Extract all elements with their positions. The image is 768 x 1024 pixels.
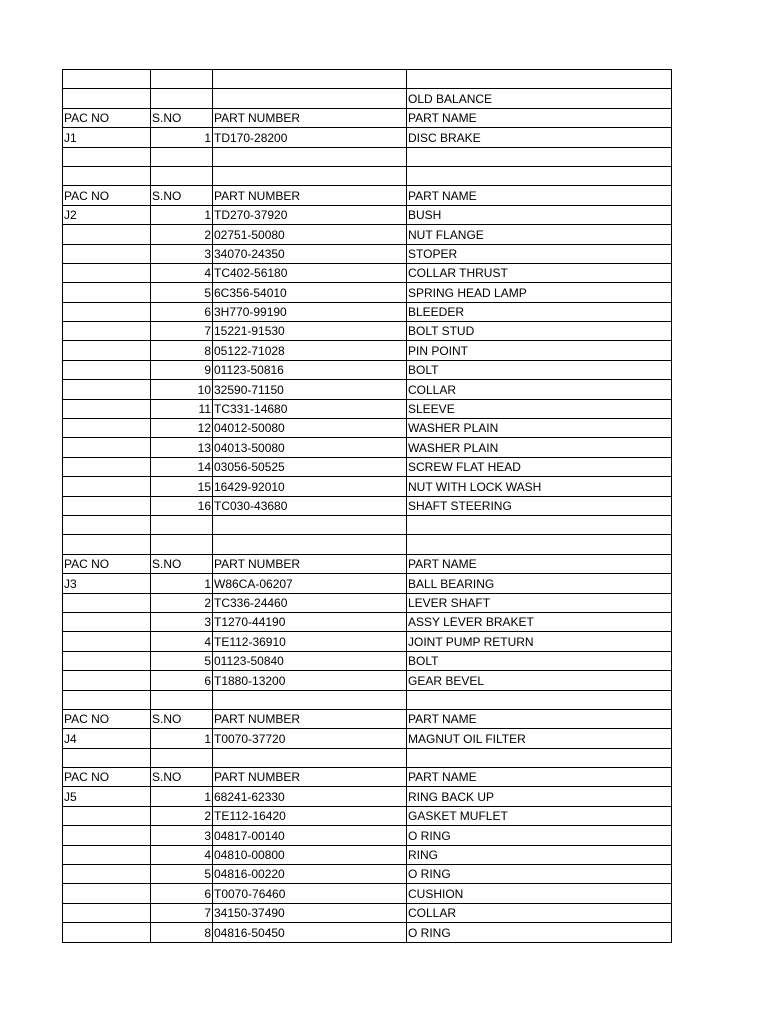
sno-cell[interactable]: 5	[151, 651, 213, 670]
part-number-cell[interactable]: T0070-37720	[213, 729, 407, 748]
sno-cell[interactable]: S.NO	[151, 554, 213, 573]
sno-cell[interactable]: 6	[151, 671, 213, 690]
part-number-cell[interactable]: 32590-71150	[213, 380, 407, 399]
sno-cell[interactable]	[151, 89, 213, 108]
part-number-cell[interactable]: 04816-00220	[213, 865, 407, 884]
table-row	[63, 923, 672, 942]
table-row	[63, 89, 672, 108]
pac-no-cell[interactable]	[63, 302, 151, 321]
part-name-cell[interactable]: NUT WITH LOCK WASH	[407, 477, 672, 496]
part-number-cell[interactable]: 01123-50816	[213, 360, 407, 379]
part-name-cell[interactable]: SLEEVE	[407, 399, 672, 418]
pac-no-cell[interactable]	[63, 360, 151, 379]
table-row	[63, 768, 672, 787]
sno-cell[interactable]	[151, 70, 213, 89]
part-number-cell[interactable]	[213, 70, 407, 89]
sno-cell[interactable]: 2	[151, 593, 213, 612]
part-name-cell[interactable]: RING BACK UP	[407, 787, 672, 806]
part-number-cell[interactable]: TE112-16420	[213, 806, 407, 825]
part-name-cell[interactable]: O RING	[407, 826, 672, 845]
table-row	[63, 205, 672, 224]
part-number-cell[interactable]	[213, 147, 407, 166]
sno-cell[interactable]: S.NO	[151, 768, 213, 787]
sno-cell[interactable]: 6	[151, 302, 213, 321]
sno-cell[interactable]: 3	[151, 612, 213, 631]
pac-no-cell[interactable]	[63, 535, 151, 554]
part-name-cell[interactable]: MAGNUT OIL FILTER	[407, 729, 672, 748]
part-name-cell[interactable]: COLLAR THRUST	[407, 263, 672, 282]
sno-cell[interactable]	[151, 515, 213, 534]
part-name-cell[interactable]: WASHER PLAIN	[407, 438, 672, 457]
sno-cell[interactable]: 10	[151, 380, 213, 399]
table-row	[63, 651, 672, 670]
table-row	[63, 709, 672, 728]
table-row	[63, 671, 672, 690]
sno-cell[interactable]: 1	[151, 128, 213, 147]
part-number-cell[interactable]: PART NUMBER	[213, 768, 407, 787]
sno-cell[interactable]: 13	[151, 438, 213, 457]
part-name-cell[interactable]	[407, 70, 672, 89]
part-number-cell[interactable]: PART NUMBER	[213, 186, 407, 205]
part-name-cell[interactable]: BUSH	[407, 205, 672, 224]
part-name-cell[interactable]: OLD BALANCE	[407, 89, 672, 108]
part-name-cell[interactable]	[407, 515, 672, 534]
sno-cell[interactable]	[151, 535, 213, 554]
table-row	[63, 341, 672, 360]
part-number-cell[interactable]: T0070-76460	[213, 884, 407, 903]
pac-no-cell[interactable]: J1	[63, 128, 151, 147]
part-name-cell[interactable]: ASSY LEVER BRAKET	[407, 612, 672, 631]
part-name-cell[interactable]: DISC BRAKE	[407, 128, 672, 147]
table-row	[63, 574, 672, 593]
part-name-cell[interactable]	[407, 166, 672, 185]
part-number-cell[interactable]	[213, 166, 407, 185]
table-row	[63, 612, 672, 631]
part-number-cell[interactable]: 6C356-54010	[213, 283, 407, 302]
sno-cell[interactable]	[151, 147, 213, 166]
part-number-cell[interactable]	[213, 89, 407, 108]
pac-no-cell[interactable]	[63, 496, 151, 515]
pac-no-cell[interactable]	[63, 690, 151, 709]
table-row	[63, 147, 672, 166]
sno-cell[interactable]: 1	[151, 729, 213, 748]
table-row	[63, 729, 672, 748]
pac-no-cell[interactable]: PAC NO	[63, 709, 151, 728]
pac-no-cell[interactable]	[63, 380, 151, 399]
part-name-cell[interactable]: PIN POINT	[407, 341, 672, 360]
pac-no-cell[interactable]: J5	[63, 787, 151, 806]
sno-cell[interactable]: 4	[151, 632, 213, 651]
pac-no-cell[interactable]	[63, 263, 151, 282]
part-number-cell[interactable]: 04012-50080	[213, 419, 407, 438]
sno-cell[interactable]: 3	[151, 826, 213, 845]
part-number-cell[interactable]: T1270-44190	[213, 612, 407, 631]
sno-cell[interactable]: 3	[151, 244, 213, 263]
part-name-cell[interactable]: PART NAME	[407, 709, 672, 728]
sno-cell[interactable]: 8	[151, 341, 213, 360]
part-number-cell[interactable]	[213, 535, 407, 554]
sno-cell[interactable]: S.NO	[151, 186, 213, 205]
sno-cell[interactable]: 8	[151, 923, 213, 942]
table-row	[63, 554, 672, 573]
pac-no-cell[interactable]	[63, 865, 151, 884]
pac-no-cell[interactable]	[63, 903, 151, 922]
part-number-cell[interactable]: 05122-71028	[213, 341, 407, 360]
part-number-cell[interactable]: 34150-37490	[213, 903, 407, 922]
sno-cell[interactable]: 7	[151, 903, 213, 922]
part-number-cell[interactable]: 04816-50450	[213, 923, 407, 942]
table-row	[63, 884, 672, 903]
part-name-cell[interactable]: BLEEDER	[407, 302, 672, 321]
pac-no-cell[interactable]	[63, 515, 151, 534]
pac-no-cell[interactable]: PAC NO	[63, 186, 151, 205]
sno-cell[interactable]	[151, 690, 213, 709]
sno-cell[interactable]: 1	[151, 787, 213, 806]
table-row	[63, 128, 672, 147]
sno-cell[interactable]: 4	[151, 845, 213, 864]
table-row	[63, 515, 672, 534]
pac-no-cell[interactable]	[63, 923, 151, 942]
part-name-cell[interactable]: BALL BEARING	[407, 574, 672, 593]
sno-cell[interactable]: 14	[151, 457, 213, 476]
part-number-cell[interactable]: 3H770-99190	[213, 302, 407, 321]
table-row	[63, 593, 672, 612]
part-number-cell[interactable]	[213, 515, 407, 534]
part-name-cell[interactable]: SCREW FLAT HEAD	[407, 457, 672, 476]
sno-cell[interactable]: 15	[151, 477, 213, 496]
part-number-cell[interactable]: 04013-50080	[213, 438, 407, 457]
table-row	[63, 865, 672, 884]
table-row	[63, 322, 672, 341]
parts-spreadsheet	[62, 69, 672, 943]
part-number-cell[interactable]: 16429-92010	[213, 477, 407, 496]
sno-cell[interactable]: 7	[151, 322, 213, 341]
sno-cell[interactable]: 11	[151, 399, 213, 418]
pac-no-cell[interactable]	[63, 651, 151, 670]
part-name-cell[interactable]: LEVER SHAFT	[407, 593, 672, 612]
table-row	[63, 108, 672, 127]
pac-no-cell[interactable]	[63, 593, 151, 612]
table-row	[63, 419, 672, 438]
part-name-cell[interactable]: NUT FLANGE	[407, 225, 672, 244]
table-row	[63, 283, 672, 302]
pac-no-cell[interactable]	[63, 826, 151, 845]
part-name-cell[interactable]: GEAR BEVEL	[407, 671, 672, 690]
sno-cell[interactable]: S.NO	[151, 108, 213, 127]
table-row	[63, 477, 672, 496]
pac-no-cell[interactable]	[63, 244, 151, 263]
table-row	[63, 457, 672, 476]
sno-cell[interactable]: 2	[151, 806, 213, 825]
part-number-cell[interactable]: 68241-62330	[213, 787, 407, 806]
pac-no-cell[interactable]	[63, 884, 151, 903]
table-row	[63, 535, 672, 554]
pac-no-cell[interactable]: J3	[63, 574, 151, 593]
pac-no-cell[interactable]: J4	[63, 729, 151, 748]
sno-cell[interactable]: 1	[151, 574, 213, 593]
sno-cell[interactable]: S.NO	[151, 709, 213, 728]
sno-cell[interactable]: 9	[151, 360, 213, 379]
pac-no-cell[interactable]	[63, 477, 151, 496]
part-name-cell[interactable]: COLLAR	[407, 380, 672, 399]
pac-no-cell[interactable]	[63, 283, 151, 302]
sno-cell[interactable]: 4	[151, 263, 213, 282]
pac-no-cell[interactable]	[63, 89, 151, 108]
table-row	[63, 244, 672, 263]
part-name-cell[interactable]: RING	[407, 845, 672, 864]
sno-cell[interactable]: 12	[151, 419, 213, 438]
table-row	[63, 845, 672, 864]
part-number-cell[interactable]: 34070-24350	[213, 244, 407, 263]
part-number-cell[interactable]: TC402-56180	[213, 263, 407, 282]
part-number-cell[interactable]: TC030-43680	[213, 496, 407, 515]
part-name-cell[interactable]: PART NAME	[407, 186, 672, 205]
pac-no-cell[interactable]	[63, 748, 151, 767]
pac-no-cell[interactable]: PAC NO	[63, 768, 151, 787]
part-number-cell[interactable]: 03056-50525	[213, 457, 407, 476]
part-number-cell[interactable]: TD270-37920	[213, 205, 407, 224]
part-name-cell[interactable]	[407, 690, 672, 709]
pac-no-cell[interactable]	[63, 612, 151, 631]
table-row	[63, 748, 672, 767]
part-name-cell[interactable]: STOPER	[407, 244, 672, 263]
pac-no-cell[interactable]: J2	[63, 205, 151, 224]
pac-no-cell[interactable]	[63, 341, 151, 360]
table-row	[63, 263, 672, 282]
part-number-cell[interactable]: TD170-28200	[213, 128, 407, 147]
pac-no-cell[interactable]	[63, 438, 151, 457]
part-number-cell[interactable]: TC331-14680	[213, 399, 407, 418]
part-name-cell[interactable]	[407, 748, 672, 767]
part-number-cell[interactable]: 04817-00140	[213, 826, 407, 845]
sheet-body	[63, 70, 672, 943]
table-row	[63, 806, 672, 825]
part-number-cell[interactable]	[213, 748, 407, 767]
part-number-cell[interactable]: PART NUMBER	[213, 709, 407, 728]
part-name-cell[interactable]: BOLT STUD	[407, 322, 672, 341]
pac-no-cell[interactable]: PAC NO	[63, 108, 151, 127]
table-row	[63, 690, 672, 709]
part-number-cell[interactable]: TC336-24460	[213, 593, 407, 612]
pac-no-cell[interactable]	[63, 147, 151, 166]
table-row	[63, 70, 672, 89]
sno-cell[interactable]	[151, 748, 213, 767]
table-row	[63, 302, 672, 321]
table-row	[63, 225, 672, 244]
pac-no-cell[interactable]	[63, 225, 151, 244]
part-number-cell[interactable]	[213, 690, 407, 709]
table-row	[63, 903, 672, 922]
part-number-cell[interactable]: 04810-00800	[213, 845, 407, 864]
sno-cell[interactable]: 2	[151, 225, 213, 244]
part-number-cell[interactable]: 01123-50840	[213, 651, 407, 670]
sno-cell[interactable]: 6	[151, 884, 213, 903]
part-name-cell[interactable]: SHAFT STEERING	[407, 496, 672, 515]
part-name-cell[interactable]: WASHER PLAIN	[407, 419, 672, 438]
sno-cell[interactable]	[151, 166, 213, 185]
part-number-cell[interactable]: W86CA-06207	[213, 574, 407, 593]
table-row	[63, 787, 672, 806]
table-row	[63, 438, 672, 457]
table-row	[63, 380, 672, 399]
table-row	[63, 826, 672, 845]
part-name-cell[interactable]: O RING	[407, 865, 672, 884]
sno-cell[interactable]: 16	[151, 496, 213, 515]
pac-no-cell[interactable]	[63, 845, 151, 864]
part-name-cell[interactable]: BOLT	[407, 360, 672, 379]
part-number-cell[interactable]: 02751-50080	[213, 225, 407, 244]
table-row	[63, 166, 672, 185]
part-name-cell[interactable]: BOLT	[407, 651, 672, 670]
pac-no-cell[interactable]	[63, 671, 151, 690]
part-name-cell[interactable]	[407, 147, 672, 166]
table-row	[63, 399, 672, 418]
part-number-cell[interactable]: 15221-91530	[213, 322, 407, 341]
part-name-cell[interactable]: COLLAR	[407, 903, 672, 922]
pac-no-cell[interactable]	[63, 70, 151, 89]
pac-no-cell[interactable]	[63, 457, 151, 476]
part-number-cell[interactable]: PART NUMBER	[213, 108, 407, 127]
part-number-cell[interactable]: TE112-36910	[213, 632, 407, 651]
part-name-cell[interactable]: PART NAME	[407, 108, 672, 127]
pac-no-cell[interactable]	[63, 322, 151, 341]
pac-no-cell[interactable]	[63, 399, 151, 418]
part-name-cell[interactable]: O RING	[407, 923, 672, 942]
part-name-cell[interactable]: PART NAME	[407, 768, 672, 787]
table-row	[63, 496, 672, 515]
table-row	[63, 360, 672, 379]
pac-no-cell[interactable]	[63, 419, 151, 438]
pac-no-cell[interactable]	[63, 806, 151, 825]
part-number-cell[interactable]: T1880-13200	[213, 671, 407, 690]
part-name-cell[interactable]: GASKET MUFLET	[407, 806, 672, 825]
part-name-cell[interactable]: JOINT PUMP RETURN	[407, 632, 672, 651]
table-row	[63, 632, 672, 651]
sno-cell[interactable]: 5	[151, 865, 213, 884]
part-name-cell[interactable]: SPRING HEAD LAMP	[407, 283, 672, 302]
pac-no-cell[interactable]: PAC NO	[63, 554, 151, 573]
table-row	[63, 186, 672, 205]
sno-cell[interactable]: 1	[151, 205, 213, 224]
pac-no-cell[interactable]	[63, 166, 151, 185]
sno-cell[interactable]: 5	[151, 283, 213, 302]
pac-no-cell[interactable]	[63, 632, 151, 651]
part-name-cell[interactable]	[407, 535, 672, 554]
part-number-cell[interactable]: PART NUMBER	[213, 554, 407, 573]
part-name-cell[interactable]: CUSHION	[407, 884, 672, 903]
part-name-cell[interactable]: PART NAME	[407, 554, 672, 573]
